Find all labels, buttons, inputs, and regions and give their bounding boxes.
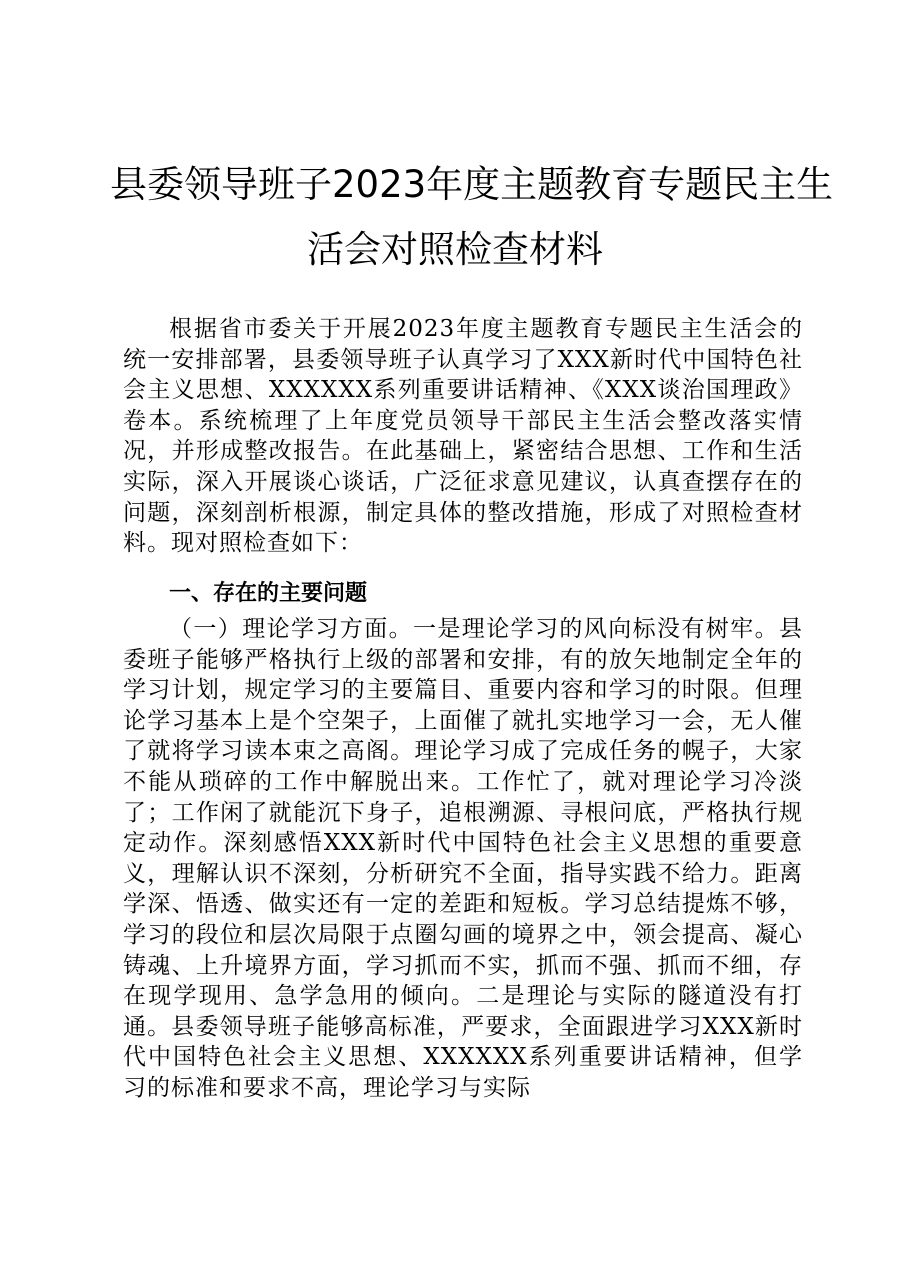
section-theory-study-body: 一是理论学习的风向标没有树牢。县委班子能够严格执行上级的部署和安排，有的放矢地制定全年的学习计划，规定学习的主要篇目、重要内容和学习的时限。但理论学习基本上是个空架子，上面催了就扎实地学习一会，无人催了就将学习读本束之高阁。理论学习成了完成任务的幌子，大家不能从琐碎的工作中解脱出来。工作忙了，就对理论学习冷淡了；工作闲了就能沉下身子，追根溯源、寻根问底，严格执行规定动作。深刻感悟XXX新时代中国特色社会主义思想的重要意义，理解认识不深刻，分析研究不全面，指导实践不给力。距离学深、悟透、做实还有一定的差距和短板。学习总结提炼不够，学习的段位和层次局限于点圈勾画的境界之中，领会提高、凝心铸魂、上升境界方面，学习抓而不实，抓而不强、抓而不细，存在现学现用、急学急用的倾向。二是理论与实际的隧道没有打通。县委领导班子能够高标准，严要求，全面跟进学习XXX新时代中国特色社会主义思想、XXXXXX系列重要讲话精神，但学习的标准和要求不高，理论学习与实际: [123, 616, 804, 1101]
document-title-line-1: 县委领导班子2023年度主题教育专题民主生: [110, 163, 834, 206]
section-theory-study-title: （一）理论学习方面。: [169, 616, 413, 642]
section-theory-study-paragraph: [123, 614, 803, 1104]
document-title-line-2: 活会对照检查材料: [307, 228, 603, 271]
intro-paragraph: 根据省市委关于开展2023年度主题教育专题民主生活会的统一安排部署，县委领导班子认真学习了XXX新时代中国特色社会主义思想、XXXXXX系列重要讲话精神、《XXX谈治国理政》卷本。系统梳理了上年度党员领导干部民主生活会整改落实情况，并形成整改报告。在此基础上，紧密结合思想、工作和生活实际，深入开展谈心谈话，广泛征求意见建议，认真查摆存在的问题，深刻剖析根源，制定具体的整改措施，形成了对照检查材料。现对照检查如下：: [123, 316, 803, 557]
section-heading-main-problems: 一、存在的主要问题: [169, 581, 368, 606]
